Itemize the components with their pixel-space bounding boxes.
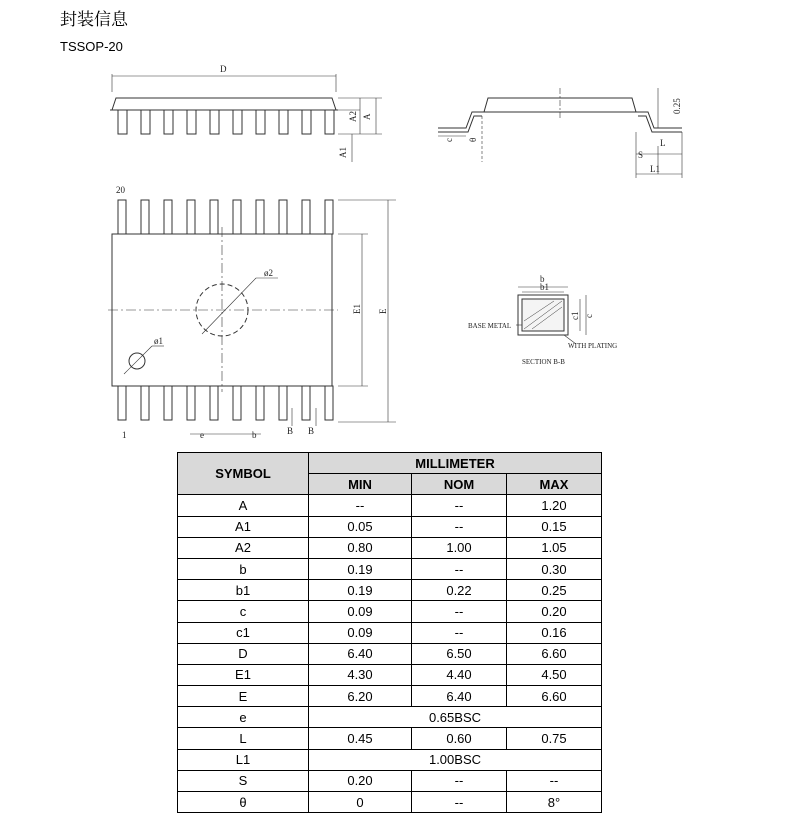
cell-min: -- (309, 495, 412, 516)
header-symbol: SYMBOL (178, 453, 309, 495)
label-B-right: B (308, 426, 315, 436)
cell-nom: -- (412, 516, 507, 537)
cell-symbol: c (178, 601, 309, 622)
label-b1-section: b1 (540, 282, 549, 292)
table-row (178, 558, 602, 579)
table-row (178, 580, 602, 601)
cell-symbol: D (178, 643, 309, 664)
top-lead (233, 200, 241, 234)
label-phi2: ø2 (264, 268, 273, 278)
table-row (178, 537, 602, 558)
label-section-bb: SECTION B-B (522, 358, 565, 366)
cell-nom: -- (412, 601, 507, 622)
cell-nom: 0.22 (412, 580, 507, 601)
cell-max: 4.50 (507, 664, 602, 685)
table-row (178, 707, 602, 728)
label-B-left: B (287, 426, 294, 436)
header-nom: NOM (412, 474, 507, 495)
table-row (178, 792, 602, 813)
bottom-lead (279, 386, 287, 420)
package-outline-drawing (106, 62, 686, 447)
cell-symbol: e (178, 707, 309, 728)
cell-max: 0.30 (507, 558, 602, 579)
label-b-section: b (540, 274, 545, 284)
cell-nom: -- (412, 792, 507, 813)
cell-nom: 4.40 (412, 664, 507, 685)
table-row (178, 749, 602, 770)
table-row (178, 728, 602, 749)
cell-symbol: A (178, 495, 309, 516)
header-max: MAX (507, 474, 602, 495)
cell-max: 0.75 (507, 728, 602, 749)
bottom-lead (141, 386, 149, 420)
label-S: S (638, 150, 644, 160)
cell-min: 0 (309, 792, 412, 813)
cell-symbol: L1 (178, 749, 309, 770)
bottom-lead (233, 386, 241, 420)
bottom-lead (187, 386, 195, 420)
label-phi1: ø1 (154, 336, 163, 346)
cell-max: 0.25 (507, 580, 602, 601)
label-pin1: 1 (122, 430, 127, 440)
top-lead (302, 200, 310, 234)
cell-nom: 6.50 (412, 643, 507, 664)
cell-min: 6.40 (309, 643, 412, 664)
cell-min: 6.20 (309, 686, 412, 707)
cell-max: 1.05 (507, 537, 602, 558)
cell-symbol: b1 (178, 580, 309, 601)
table-row (178, 601, 602, 622)
top-lead (256, 200, 264, 234)
cell-nom: 6.40 (412, 686, 507, 707)
label-c1-section: c1 (570, 311, 580, 320)
cell-symbol: θ (178, 792, 309, 813)
package-name: TSSOP-20 (60, 39, 123, 54)
cell-symbol: c1 (178, 622, 309, 643)
header-millimeter: MILLIMETER (309, 453, 602, 474)
top-lead (141, 200, 149, 234)
side-lead (325, 110, 334, 134)
top-lead (187, 200, 195, 234)
label-base-metal: BASE METAL (468, 322, 512, 330)
top-lead (118, 200, 126, 234)
cell-max: 6.60 (507, 643, 602, 664)
cell-max: 0.16 (507, 622, 602, 643)
label-E1: E1 (352, 304, 362, 314)
table-row (178, 686, 602, 707)
cell-max: 0.15 (507, 516, 602, 537)
cell-max: -- (507, 770, 602, 791)
cell-nom: -- (412, 770, 507, 791)
side-lead (302, 110, 311, 134)
cell-bsc: 1.00BSC (309, 749, 602, 770)
label-pin20: 20 (116, 185, 125, 195)
label-L1: L1 (650, 164, 660, 174)
label-025: 0.25 (672, 98, 682, 114)
top-lead (279, 200, 287, 234)
label-A1: A1 (338, 147, 348, 158)
cell-max: 0.20 (507, 601, 602, 622)
label-c-section: c (584, 314, 594, 318)
dimension-table (177, 452, 602, 813)
section-heading: 封装信息 (60, 10, 128, 30)
cell-nom: 1.00 (412, 537, 507, 558)
cell-nom: -- (412, 495, 507, 516)
top-lead (164, 200, 172, 234)
cell-symbol: A1 (178, 516, 309, 537)
side-lead (256, 110, 265, 134)
cell-min: 4.30 (309, 664, 412, 685)
table-row (178, 495, 602, 516)
label-A: A (362, 113, 372, 120)
label-D: D (220, 64, 227, 74)
cell-bsc: 0.65BSC (309, 707, 602, 728)
label-with-plating: WITH PLATING (568, 342, 618, 350)
cell-min: 0.19 (309, 580, 412, 601)
cell-min: 0.19 (309, 558, 412, 579)
label-A2: A2 (348, 111, 358, 122)
table-row (178, 622, 602, 643)
bottom-lead (210, 386, 218, 420)
cell-max: 8° (507, 792, 602, 813)
label-L: L (660, 138, 666, 148)
cell-min: 0.20 (309, 770, 412, 791)
cell-min: 0.05 (309, 516, 412, 537)
cell-min: 0.09 (309, 601, 412, 622)
top-lead (325, 200, 333, 234)
cell-min: 0.45 (309, 728, 412, 749)
side-lead (187, 110, 196, 134)
side-lead (118, 110, 127, 134)
cell-min: 0.09 (309, 622, 412, 643)
cell-nom: -- (412, 558, 507, 579)
label-e: e (200, 430, 204, 440)
bottom-lead (325, 386, 333, 420)
label-E: E (378, 308, 388, 314)
cell-symbol: A2 (178, 537, 309, 558)
bottom-lead (256, 386, 264, 420)
side-lead (164, 110, 173, 134)
cell-max: 6.60 (507, 686, 602, 707)
side-view (118, 110, 334, 134)
label-c: c (444, 138, 454, 142)
label-theta: θ (468, 137, 478, 142)
top-lead (210, 200, 218, 234)
cell-symbol: E (178, 686, 309, 707)
table-row (178, 664, 602, 685)
bottom-lead (164, 386, 172, 420)
table-row (178, 643, 602, 664)
cell-max: 1.20 (507, 495, 602, 516)
cell-symbol: b (178, 558, 309, 579)
table-row (178, 516, 602, 537)
side-lead (210, 110, 219, 134)
side-lead (233, 110, 242, 134)
cell-symbol: L (178, 728, 309, 749)
side-lead (279, 110, 288, 134)
label-b: b (252, 430, 257, 440)
cell-symbol: S (178, 770, 309, 791)
cell-nom: 0.60 (412, 728, 507, 749)
cell-symbol: E1 (178, 664, 309, 685)
bottom-lead (118, 386, 126, 420)
cell-min: 0.80 (309, 537, 412, 558)
bottom-lead (302, 386, 310, 420)
side-lead (141, 110, 150, 134)
header-min: MIN (309, 474, 412, 495)
table-row (178, 770, 602, 791)
cell-nom: -- (412, 622, 507, 643)
